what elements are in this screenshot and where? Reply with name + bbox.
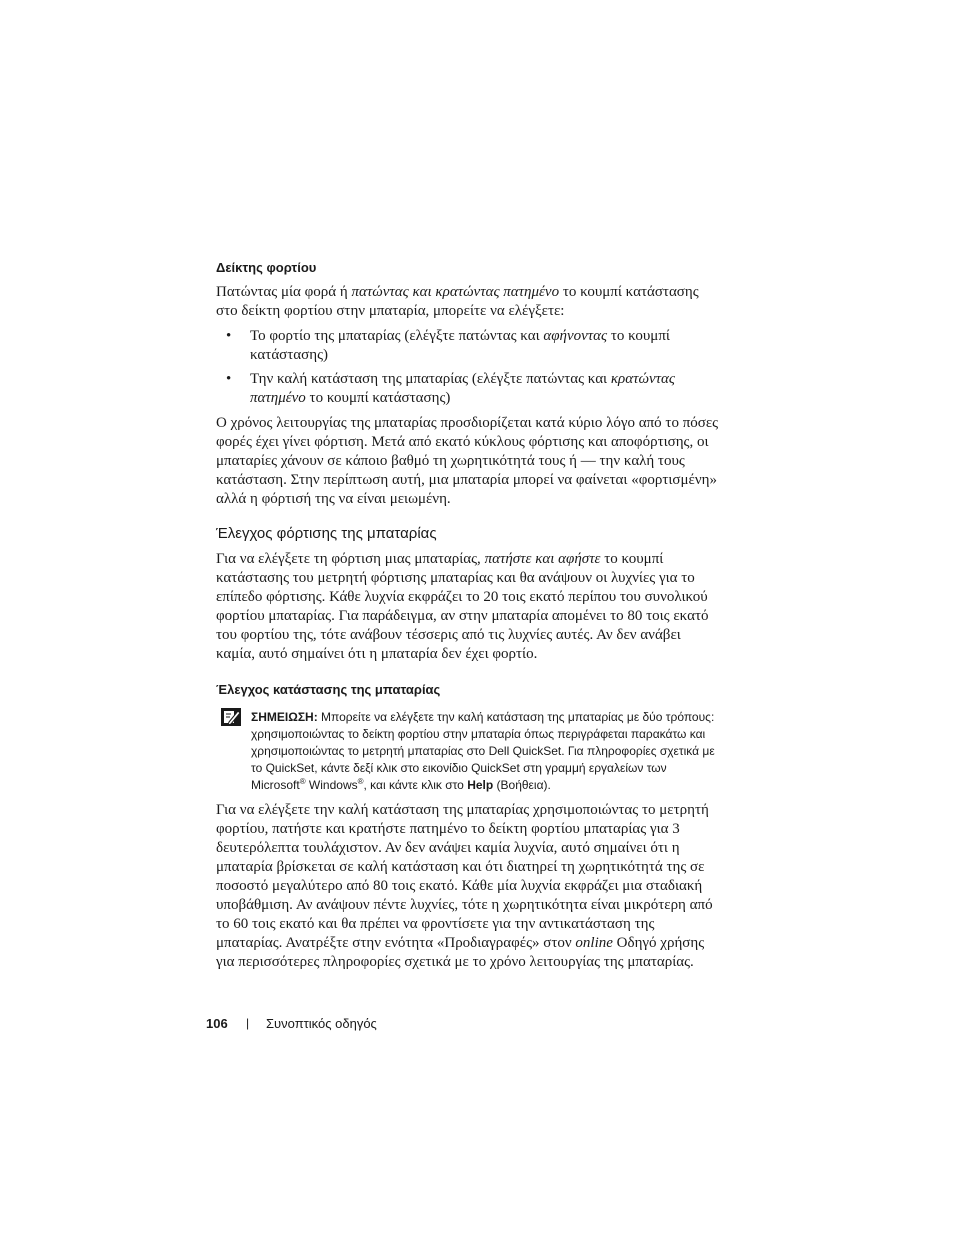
note-text: ΣΗΜΕΙΩΣΗ: Μπορείτε να ελέγξετε την καλή κατάσταση της μπαταρίας με δύο τρόπους: χρησιμοποιώντας το δείκτη φορτίου στην μπαταρία όπως περιγράφεται παρακάτω και χρησιμοποιώντας το μετρητή μπαταρίας στο Dell QuickSet. Για πληροφορίες σχετικά με το QuickSet, κάντε δεξί κλικ στο εικονίδιο QuickSet στη γραμμή εργαλείων των Microsoft® Windows®, και κάντε κλικ στο Help (Βοήθεια).: [251, 710, 715, 792]
indicator-heading: Δείκτης φορτίου: [216, 260, 317, 275]
note-label: ΣΗΜΕΙΩΣΗ:: [251, 710, 318, 724]
health-check-paragraph: Για να ελέγξετε την καλή κατάσταση της μπαταρίας χρησιμοποιώντας το μετρητή φορτίου, πατήστε και κρατήστε πατημένο το δείκτη φορτίου μπαταρίας για 3 δευτερόλεπτα τουλάχιστον. Αν δεν ανάψει καμία λυχνία, αυτό σημαίνει ότι η μπαταρία βρίσκεται σε καλή κατάσταση και ότι διατηρεί τη χωρητικότητά της σε ποσοστό μεγαλύτερο από 80 τοις εκατό. Κάθε μία λυχνία εκφράζει μια σταδιακή υποβάθμιση. Αν ανάψουν πέντε λυχνίες, τότε η χωρητικότητα είναι μικρότερη από το 60 τοις εκατό και θα πρέπει να φροντίσετε για την αντικατάσταση της μπαταρίας. Ανατρέξτε στην ενότητα «Προδιαγραφές» στον online Οδηγό χρήσης για περισσότερες πληροφορίες σχετικά με το χρόνο λειτουργίας της μπαταρίας.: [216, 802, 713, 970]
list-item-text: Την καλή κατάσταση της μπαταρίας (ελέγξτε πατώντας και κρατώντας πατημένο το κουμπί κατάστασης): [250, 371, 675, 406]
health-check-heading: Έλεγχος κατάστασης της μπαταρίας: [216, 682, 441, 697]
bullet-symbol: •: [226, 328, 232, 344]
bullet-symbol: •: [226, 371, 232, 387]
charge-check-paragraph: Για να ελέγξετε τη φόρτιση μιας μπαταρίας, πατήστε και αφήστε το κουμπί κατάστασης του μετρητή φόρτισης μπαταρίας και θα ανάψουν οι λυχνίες για το επίπεδο φόρτισης. Κάθε λυχνία εκφράζει το 20 τοις εκατό περίπου του συνολικού φορτίου μπαταρίας. Για παράδειγμα, αν στην μπαταρία απομένει το 80 τοις εκατό του φορτίου της, τότε ανάβουν τέσσερις από τις λυχνίες αυτές. Αν δεν ανάβει καμία, αυτό σημαίνει ότι η μπαταρία δεν έχει φορτίο.: [216, 551, 709, 662]
indicator-intro: Πατώντας μία φορά ή πατώντας και κρατώντας πατημένο το κουμπί κατάστασης στο δείκτη φορτίου στην μπαταρία, μπορείτε να ελέγξετε:: [216, 284, 699, 319]
charge-check-heading: Έλεγχος φόρτισης της μπαταρίας: [216, 525, 437, 542]
footer-separator: |: [246, 1016, 250, 1030]
pencil-note-icon: [221, 708, 241, 726]
list-item-text: Το φορτίο της μπαταρίας (ελέγξτε πατώντας και αφήνοντας το κουμπί κατάστασης): [250, 328, 670, 363]
page-number: 106: [206, 1016, 228, 1031]
battery-life-paragraph: Ο χρόνος λειτουργίας της μπαταρίας προσδιορίζεται κατά κύριο λόγο από το πόσες φορές έχει γίνει φόρτιση. Μετά από εκατό κύκλους φόρτισης και αποφόρτισης, οι μπαταρίες χάνουν σε κάποιο βαθμό τη χωρητικότητά τους ή — την καλή τους κατάσταση. Στην περίπτωση αυτή, μια μπαταρία μπορεί να φαίνεται «φορτισμένη» αλλά η φόρτισή της να είναι μειωμένη.: [216, 415, 719, 507]
footer-title: Συνοπτικός οδηγός: [266, 1016, 377, 1031]
